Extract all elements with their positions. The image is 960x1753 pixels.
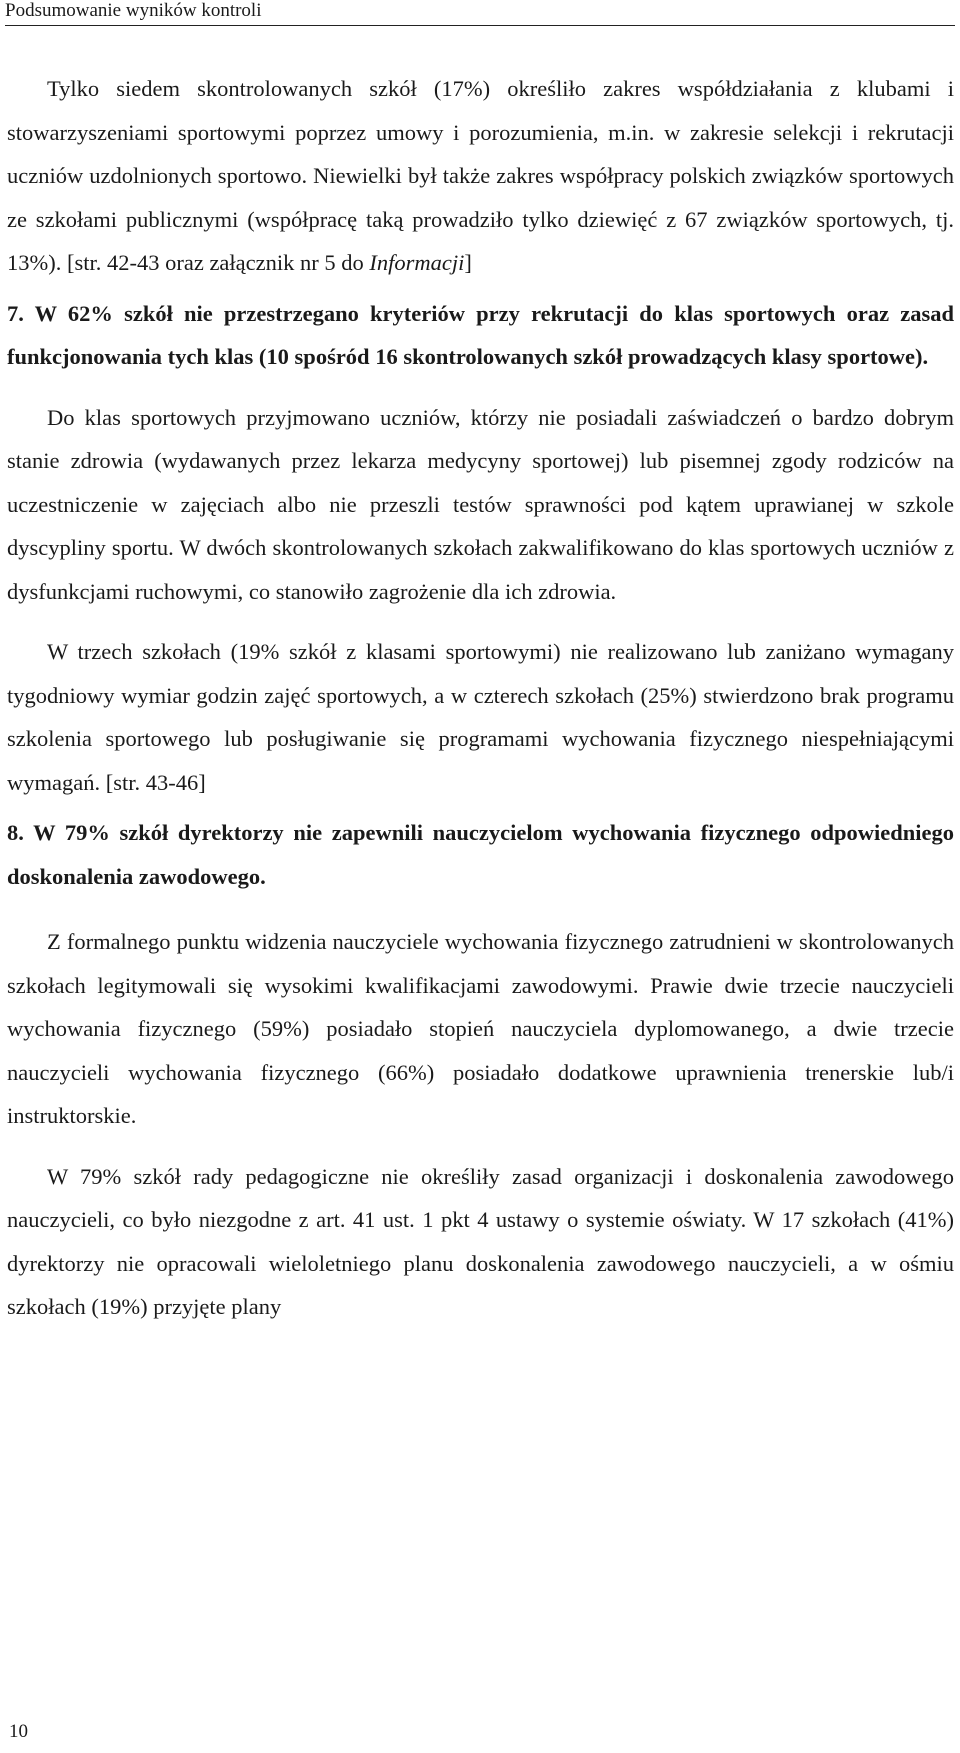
paragraph-cooperation-text: Tylko siedem skontrolowanych szkół (17%) określiło zakres współdziałania z klubami i stowarzyszeniami sportowymi poprzez umowy i porozumienia, m.in. w zakresie selekcji i rekrutacji uczniów uzdolnionych sportowo. Niewielki był także zakres współpracy polskich związków sportowych ze szkołami publicznymi (współpracę taką prowadziło tylko dziewięć z 67 związków sportowych, tj. 13%). [str. 42-43 oraz załącznik nr 5 do xyxy=(7,76,954,275)
informacji-italic: Informacji xyxy=(369,250,465,275)
running-header xyxy=(5,0,955,26)
page-number: 10 xyxy=(9,1721,28,1742)
running-header-title: Podsumowanie wyników kontroli xyxy=(5,0,262,21)
finding-8-heading: 8. W 79% szkół dyrektorzy nie zapewnili nauczycielom wychowania fizycznego odpowiedniego doskonalenia zawodowego. xyxy=(7,820,954,889)
finding-7-heading: 7. W 62% szkół nie przestrzegano kryteriów przy rekrutacji do klas sportowych oraz zasad funkcjonowania tych klas (10 spośród 16 skontrolowanych szkół prowadzących klasy sportowe). xyxy=(7,300,954,369)
paragraph-hours: W trzech szkołach (19% szkół z klasami sportowymi) nie realizowano lub zaniżano wymagany tygodniowy wymiar godzin zajęć sportowych, a w czterech szkołach (25%) stwierdzono brak programu szkolenia sportowego lub posługiwanie się programami wychowania fizycznego niespełniającymi wymagań. [str. 43-46] xyxy=(7,639,954,795)
page-body xyxy=(7,67,954,1329)
paragraph-cooperation-end: ] xyxy=(464,250,472,275)
paragraph-cooperation xyxy=(7,67,954,285)
paragraph-qualifications: Z formalnego punktu widzenia nauczyciele wychowania fizycznego zatrudnieni w skontrolowanych szkołach legitymowali się wysokimi kwalifikacjami zawodowymi. Prawie dwie trzecie nauczycieli wychowania fizycznego (59%) posiadało stopień nauczyciela dyplomowanego, a dwie trzecie nauczycieli wychowania fizycznego (66%) posiadało dodatkowe uprawnienia trenerskie lub/i instruktorskie. xyxy=(7,929,954,1128)
paragraph-admission: Do klas sportowych przyjmowano uczniów, którzy nie posiadali zaświadczeń o bardzo dobrym stanie zdrowia (wydawanych przez lekarza medycyny sportowej) lub pisemnej zgody rodziców na uczestniczenie w zajęciach albo nie przeszli testów sprawności pod kątem uprawianej w szkole dyscypliny sportu. W dwóch skontrolowanych szkołach zakwalifikowano do klas sportowych uczniów z dysfunkcjami ruchowymi, co stanowiło zagrożenie dla ich zdrowia. xyxy=(7,404,954,604)
paragraph-professional-development: W 79% szkół rady pedagogiczne nie określiły zasad organizacji i doskonalenia zawodowego nauczycieli, co było niezgodne z art. 41 ust. 1 pkt 4 ustawy o systemie oświaty. W 17 szkołach (41%) dyrektorzy nie opracowali wieloletniego planu doskonalenia zawodowego nauczycieli, a w ośmiu szkołach (19%) przyjęte plany xyxy=(7,1163,954,1319)
